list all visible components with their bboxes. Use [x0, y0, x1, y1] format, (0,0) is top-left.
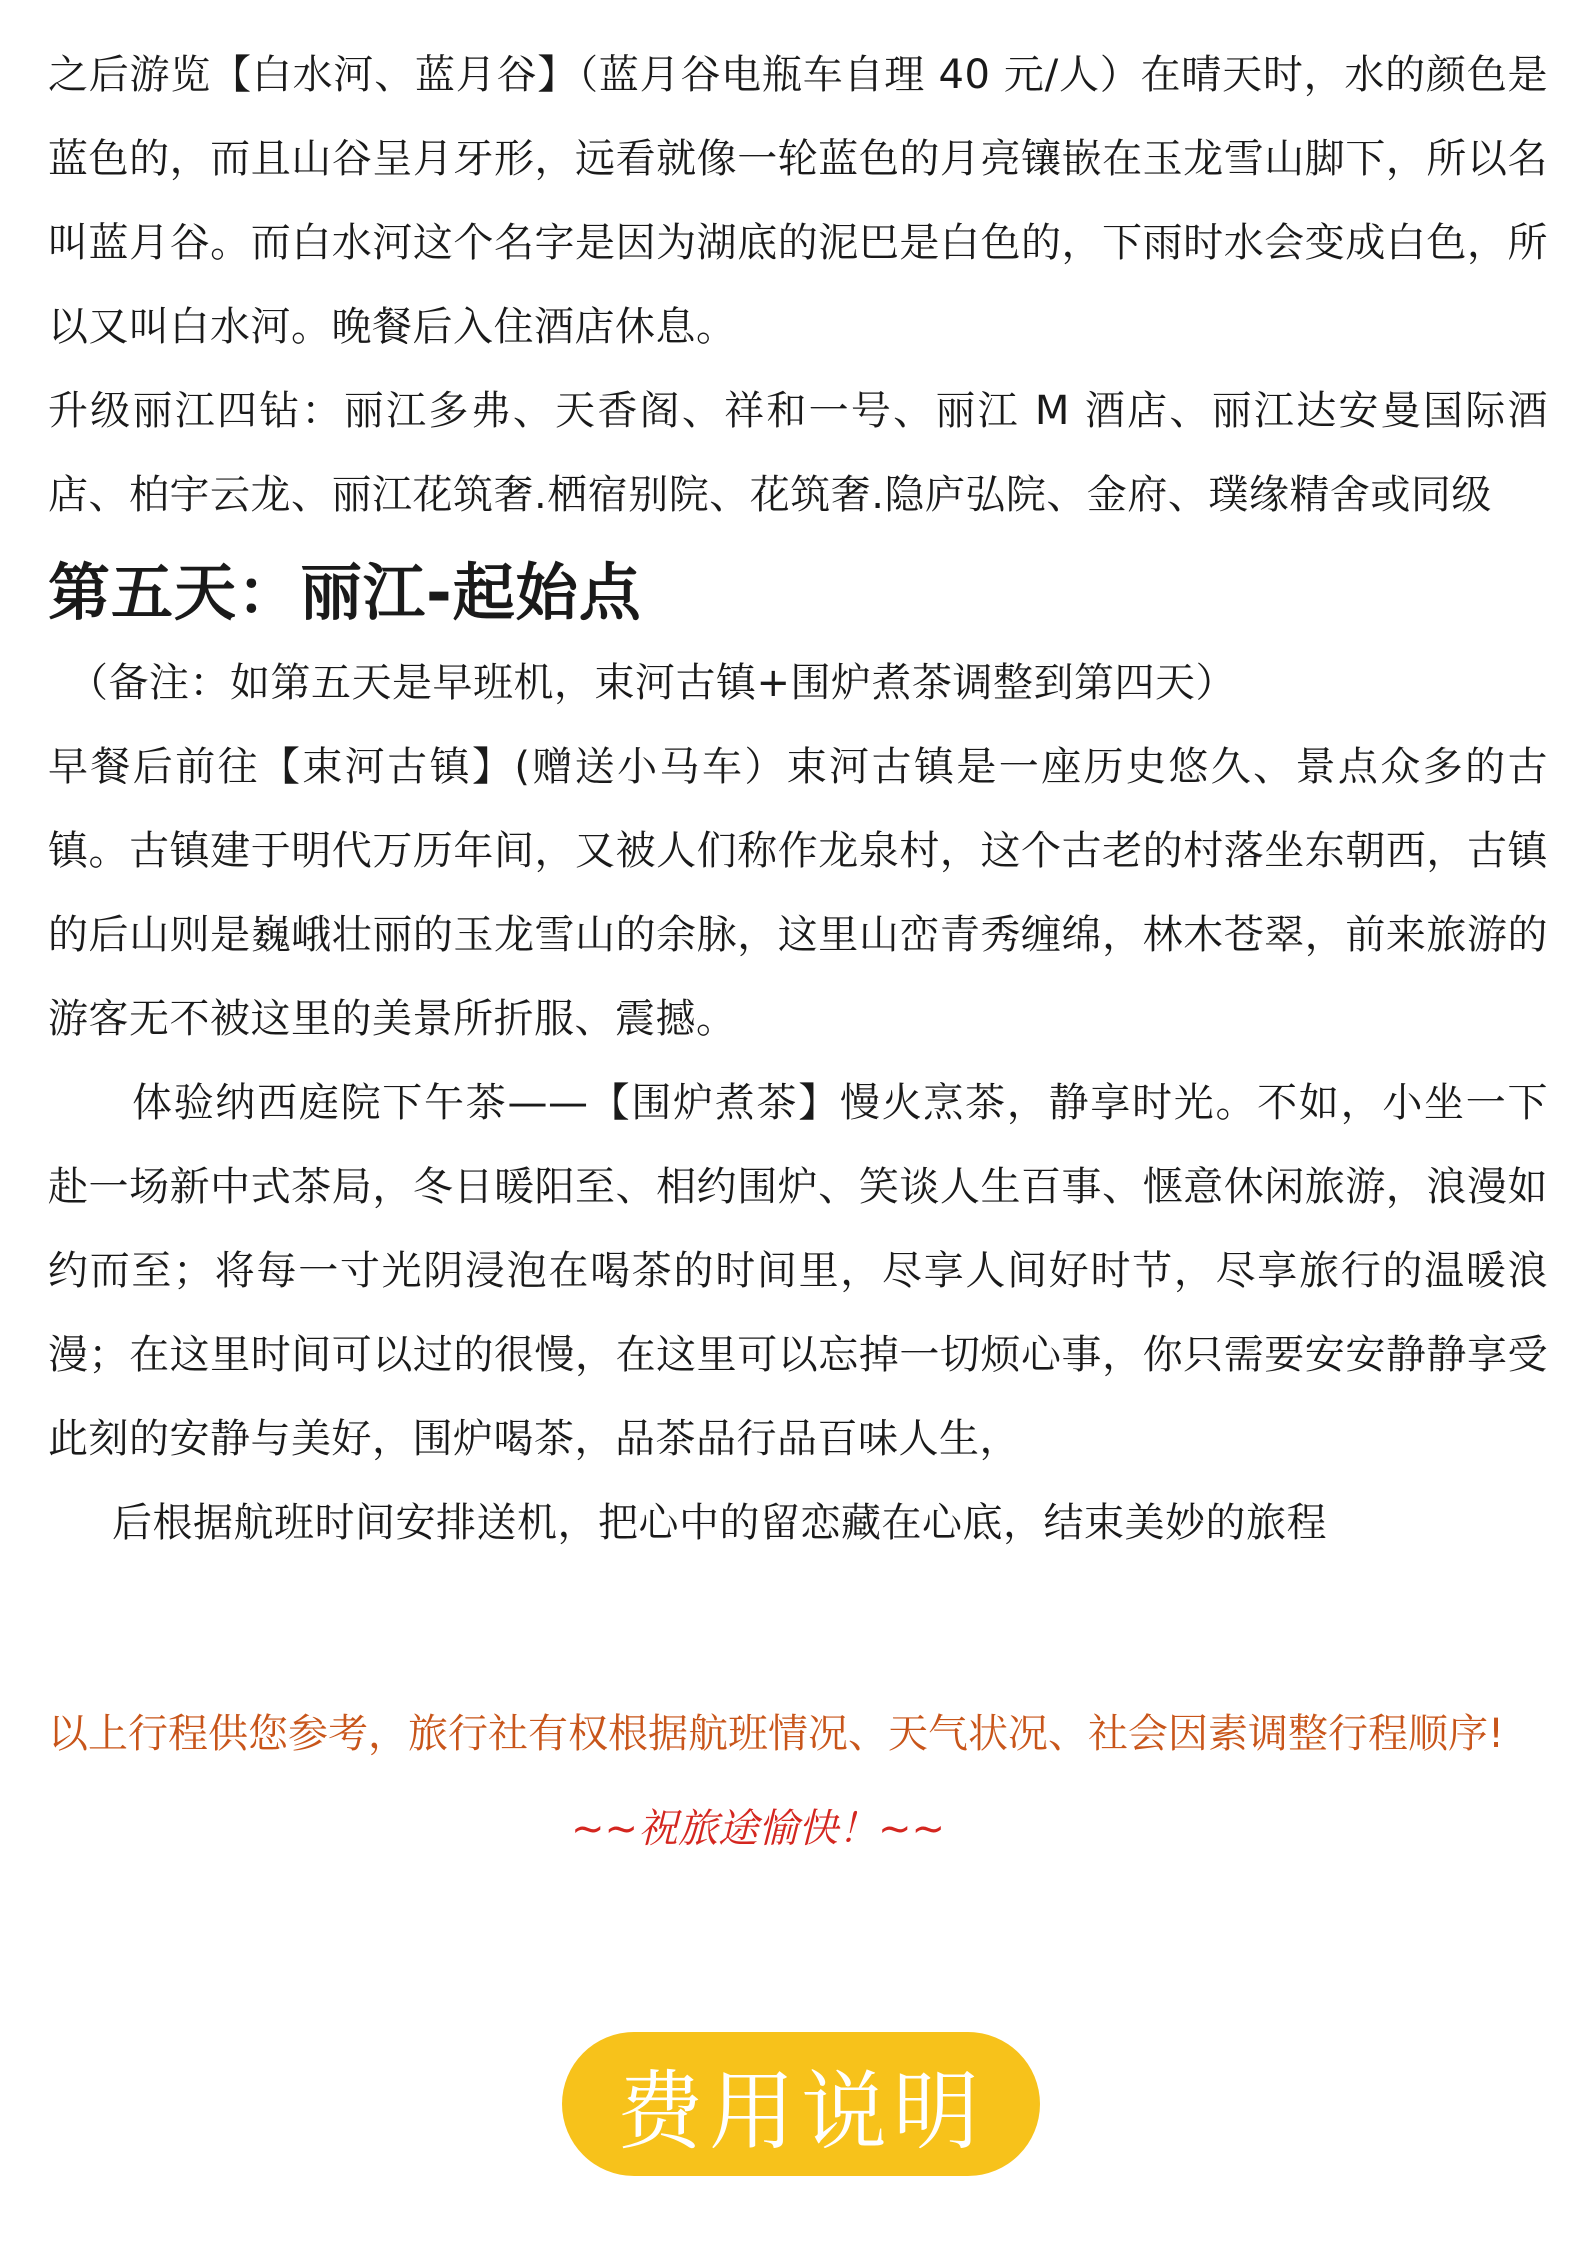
day5-title: 第五天：丽江-起始点 — [48, 556, 642, 629]
travel-wish: ~~祝旅途愉快！~~ — [570, 1806, 946, 1852]
day5-note: （备注：如第五天是早班机，束河古镇+围炉煮茶调整到第四天） — [68, 660, 1237, 706]
day5-departure-paragraph: 后根据航班时间安排送机，把心中的留恋藏在心底，结束美妙的旅程 — [112, 1500, 1327, 1546]
day4-attractions-paragraph: 之后游览【白水河、蓝月谷】（蓝月谷电瓶车自理 40 元/人）在晴天时，水的颜色是蓝色的，而且山谷呈月牙形，远看就像一轮蓝色的月亮镶嵌在玉龙雪山脚下，所以名叫蓝月谷。而白水河这个名字是因为湖底的泥巴是白色的，下雨时水会变成白色，所以又叫白水河。晚餐后入住酒店休息。 — [48, 52, 1548, 350]
itinerary-disclaimer: 以上行程供您参考，旅行社有权根据航班情况、天气状况、社会因素调整行程顺序! — [48, 1711, 1505, 1757]
day5-tea-paragraph: 体验纳西庭院下午茶——【围炉煮茶】慢火烹茶，静享时光。不如，小坐一下赴一场新中式茶局，冬日暖阳至、相约围炉、笑谈人生百事、惬意休闲旅游，浪漫如约而至；将每一寸光阴浸泡在喝茶的时间里，尽享人间好时节，尽享旅行的温暖浪漫；在这里时间可以过的很慢，在这里可以忘掉一切烦心事，你只需要安安静静享受此刻的安静与美好，围炉喝茶，品茶品行品百味人生， — [48, 1080, 1548, 1462]
fee-description-button[interactable]: 费用说明 — [562, 2032, 1040, 2176]
day5-shuhe-paragraph: 早餐后前往【束河古镇】(赠送小马车）束河古镇是一座历史悠久、景点众多的古镇。古镇建于明代万历年间，又被人们称作龙泉村，这个古老的村落坐东朝西，古镇的后山则是巍峨壮丽的玉龙雪山的余脉，这里山峦青秀缠绵，林木苍翠，前来旅游的游客无不被这里的美景所折服、震撼。 — [48, 744, 1548, 1042]
hotel-upgrade-paragraph: 升级丽江四钻：丽江多弗、天香阁、祥和一号、丽江 M 酒店、丽江达安曼国际酒店、柏宇云龙、丽江花筑奢.栖宿别院、花筑奢.隐庐弘院、金府、璞缘精舍或同级 — [48, 388, 1548, 518]
itinerary-page — [48, 0, 1548, 1859]
